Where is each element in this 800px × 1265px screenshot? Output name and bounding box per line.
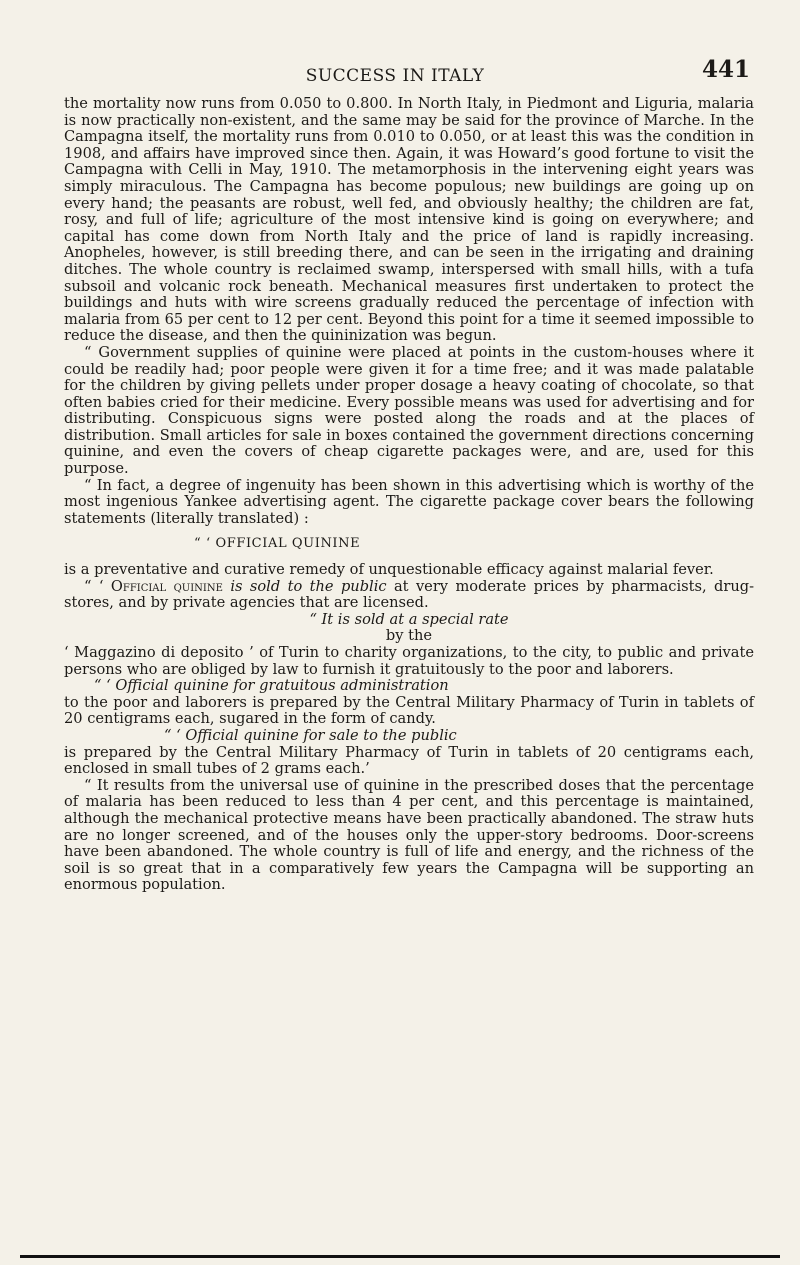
- notice-gratuitous-heading: “ ‘ Official quinine for gratuitous administration: [94, 677, 449, 695]
- notice-sold-rest: at very moderate prices by pharmacists, drug-stores, and by private agencies that are licensed.: [64, 577, 755, 612]
- notice-official-quinine-text: is a preventative and curative remedy of unquestionable efficacy against malarial fever.: [64, 561, 714, 579]
- paragraph-government-supplies: “ Government supplies of quinine were placed at points in the custom-houses where it could be readily had; poor people were given it for a time free; and it was made palatable for the children by giving pellets under proper dosage a heavy coating of chocolate, so that often babies cried for their medicine. Every possible means was used for advertising and for distributing. Conspicuous signs were posted along the roads and at the places of distribution. Small articles for sale in boxes contained the government directions concerning quinine, and even the covers of cheap cigarette packages were, and are, used for this purpose.: [64, 343, 754, 478]
- page-number: 441: [701, 56, 750, 83]
- notice-sale-text: is prepared by the Central Military Pharmacy of Turin in tablets of 20 centigrams each, enclosed in small tubes of 2 grams each.’: [64, 743, 754, 778]
- notice-special-rate-by: by the: [385, 627, 433, 645]
- paragraph-ingenuity: “ In fact, a degree of ingenuity has been shown in this advertising which is worthy of the most ingenious Yankee advertising agent. The cigarette package cover bears the following statements (literally translated) :: [64, 476, 754, 527]
- paragraph-mortality: the mortality now runs from 0.050 to 0.800. In North Italy, in Piedmont and Liguria, malaria is now practically non-existent, and the same may be said for the province of Marche. In the Campagna itself, the mortality runs from 0.010 to 0.050, or at least this was the condition in 1908, and affairs have improved since then. Again, it was Howard’s good fortune to visit the Campagna with Celli in May, 1910. The metamorphosis in the intervening eight years was simply miraculous. The Campagna has become populous; new buildings are going up on every hand; the peasants are robust, well fed, and obviously healthy; the children are fat, rosy, and full of life; agriculture of the most intensive kind is going on everywhere; and capital has come down from North Italy and the price of land is rapidly increasing. Anopheles, however, is still breeding there, and can be seen in the irrigating and draining ditches. The whole country is reclaimed swamp, interspersed with small hills, with a tufa subsoil and volcanic rock beneath. Mechanical measures first undertaken to protect the buildings and huts with wire screens gradually reduced the percentage of infection with malaria from 65 per cent to 12 per cent. Beyond this point for a time it seemed impossible to reduce the disease, and then the quininization was begun.: [64, 95, 754, 345]
- notice-special-rate-heading: “ It is sold at a special rate: [309, 610, 509, 628]
- notice-sold-italic: is sold to the public: [230, 577, 387, 595]
- paragraph-results: “ It results from the universal use of quinine in the prescribed doses that the percentage of malaria has been reduced to less than 4 per cent, and this percentage is maintained, although the mechanical protective means have been practically abandoned. The straw huts are no longer screened, and of the houses only the upper-story bedrooms. Door-screens have been abandoned. The whole country is full of life and energy, and the richness of the soil is so great that in a comparatively few years the Campagna will be supporting an enormous population.: [64, 776, 754, 894]
- notice-special-rate-text: ‘ Maggazino di deposito ’ of Turin to charity organizations, to the city, to public and private persons who are obliged by law to furnish it gratuitously to the poor and laborers.: [64, 644, 754, 678]
- notice-sold-to-public: [64, 579, 754, 612]
- page-header: [40, 44, 750, 84]
- notice-sale-heading: “ ‘ Official quinine for sale to the public: [164, 726, 457, 744]
- bottom-rule: [20, 1255, 780, 1258]
- running-title: SUCCESS IN ITALY: [305, 66, 485, 86]
- notice-sold-lead: “ ‘ Official quinine: [84, 577, 223, 595]
- body-text: [64, 96, 754, 894]
- notice-official-quinine-heading: “ ‘ OFFICIAL QUININE: [194, 536, 361, 552]
- notice-gratuitous-text: to the poor and laborers is prepared by the Central Military Pharmacy of Turin in tablets of 20 centigrams each, sugared in the form of candy.: [64, 693, 754, 728]
